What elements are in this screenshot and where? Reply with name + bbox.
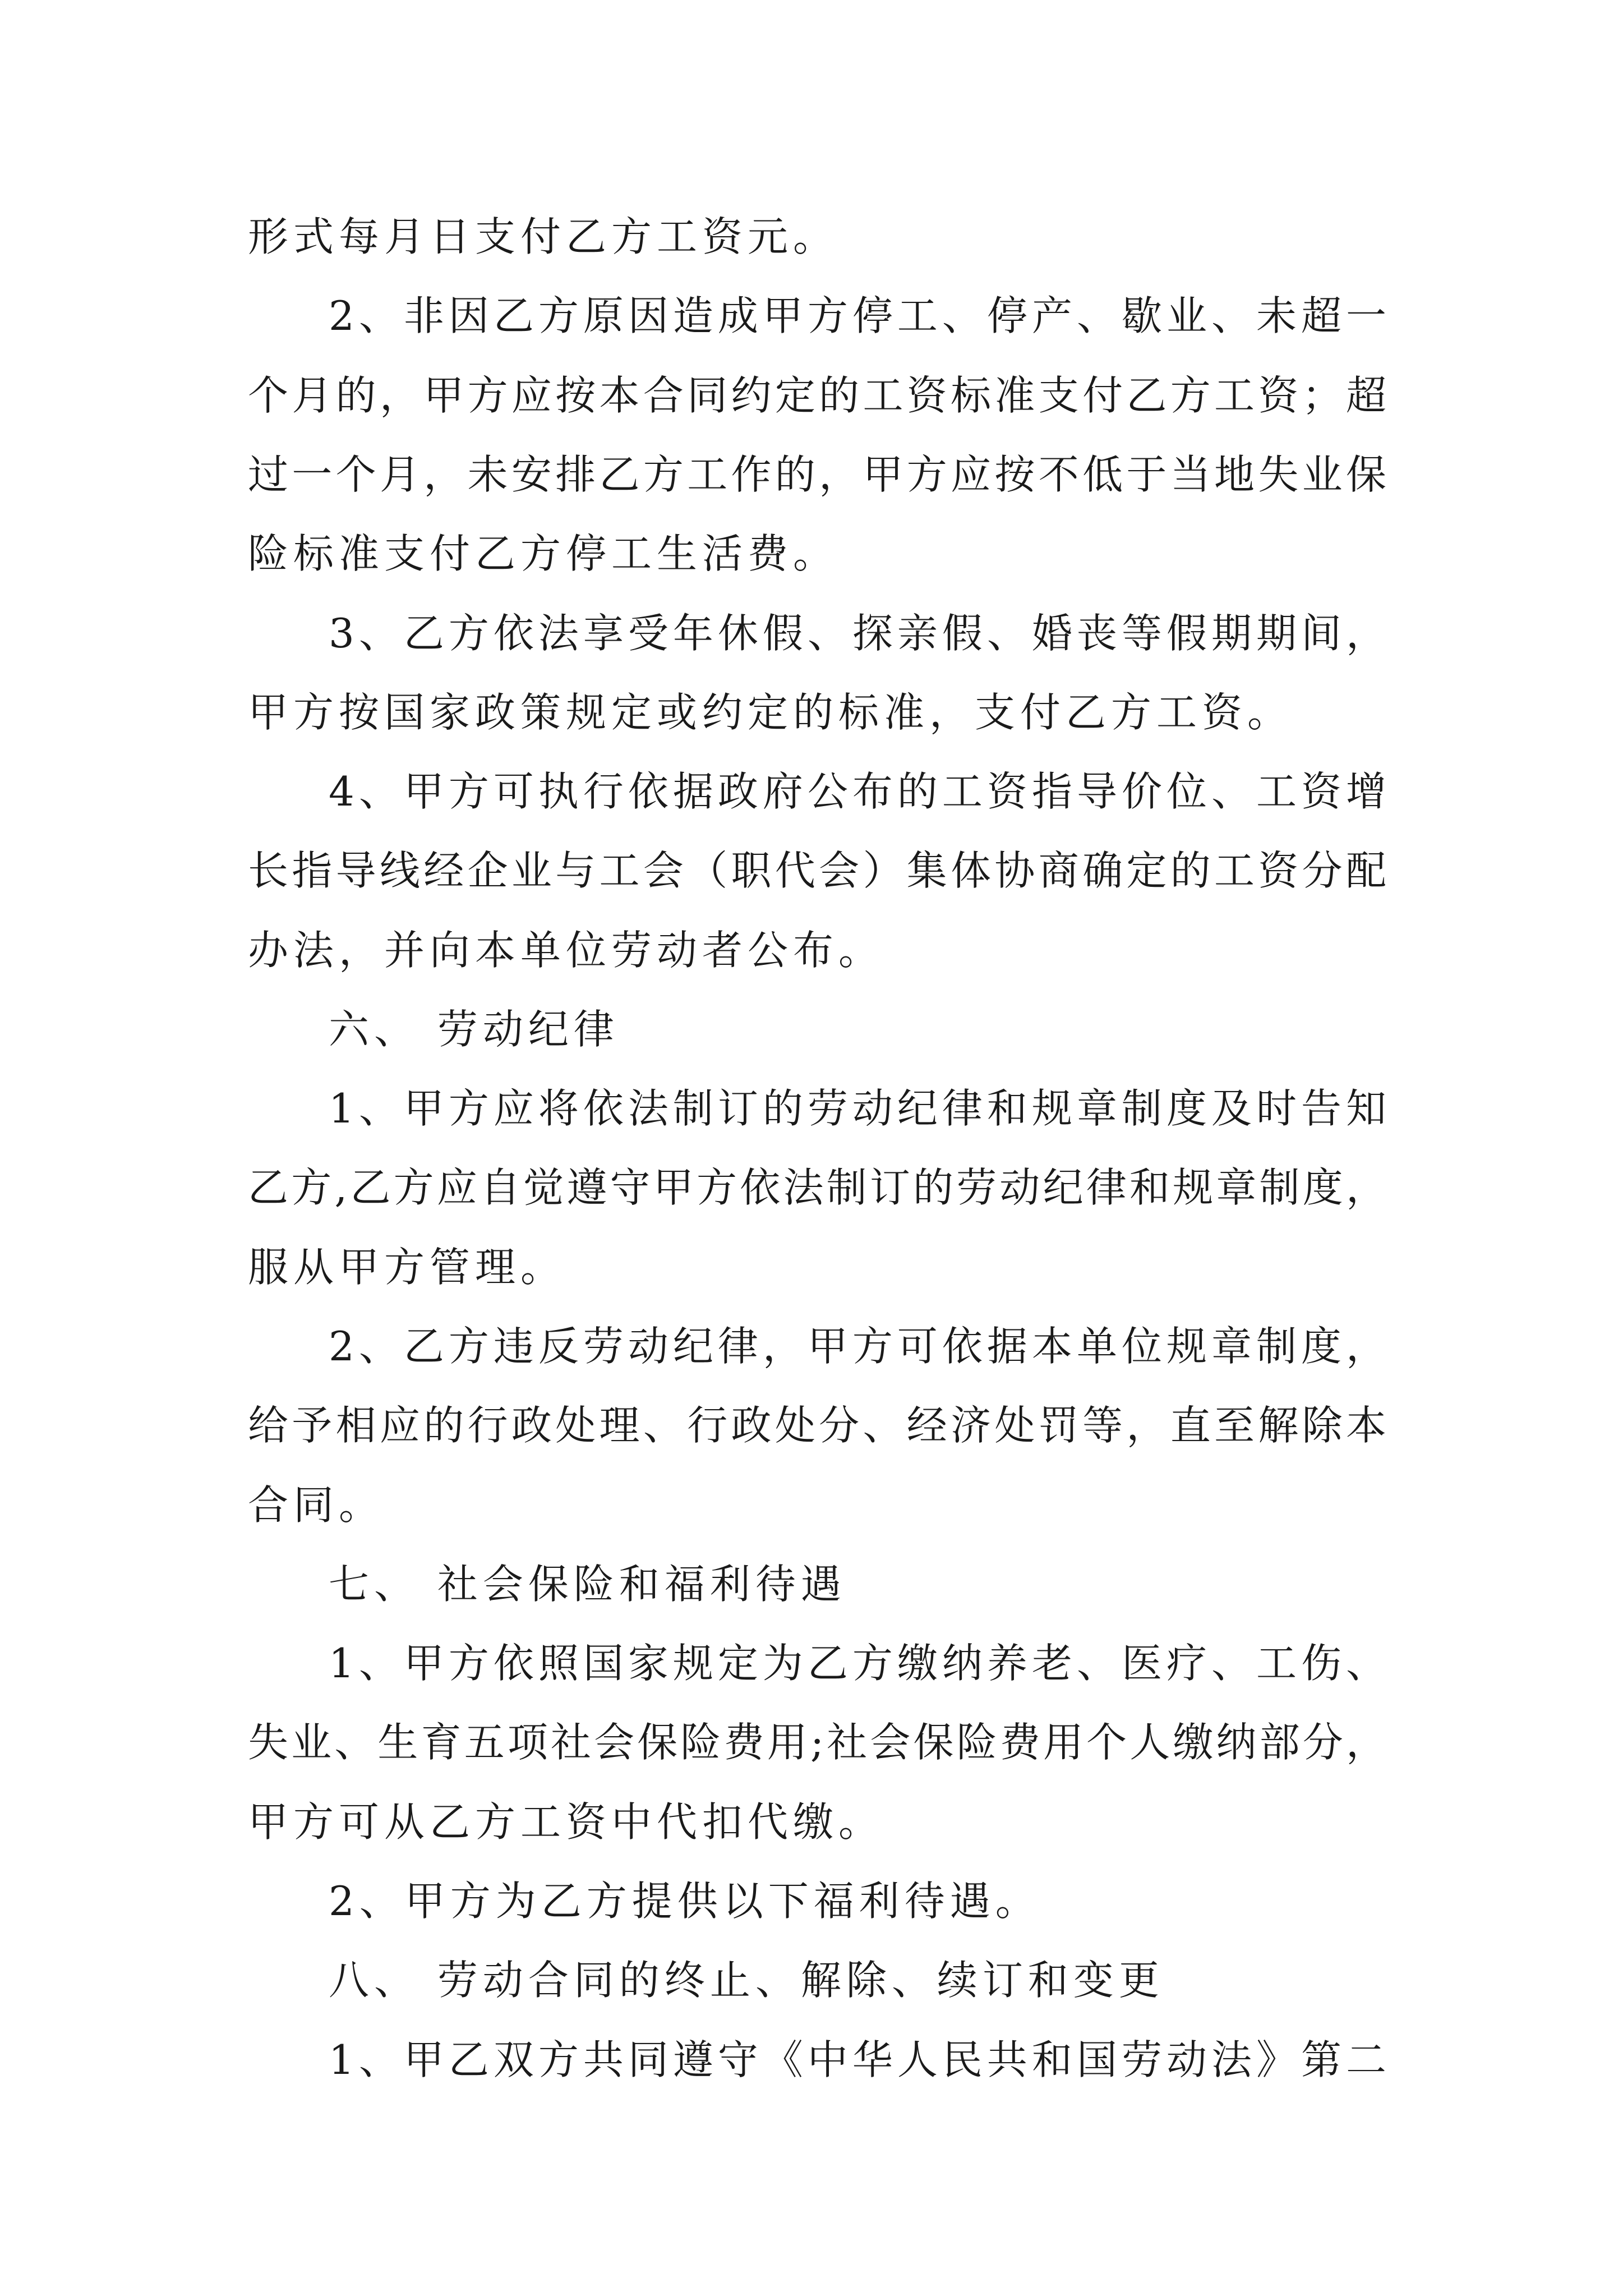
text-line: 个月的，甲方应按本合同约定的工资标准支付乙方工资；超 <box>248 372 1386 419</box>
text-line: 过一个月，未安排乙方工作的，甲方应按不低于当地失业保 <box>248 451 1386 498</box>
text-line: 3、乙方依法享受年休假、探亲假、婚丧等假期期间， <box>329 610 1386 657</box>
text-line: 2、乙方违反劳动纪律，甲方可依据本单位规章制度， <box>329 1323 1386 1370</box>
text-line: 1、甲乙双方共同遵守《中华人民共和国劳动法》第二 <box>329 2036 1386 2083</box>
text-line: 甲方按国家政策规定或约定的标准，支付乙方工资。 <box>248 689 1293 736</box>
section-heading: 六、 劳动纪律 <box>329 1006 619 1053</box>
text-line: 1、甲方应将依法制订的劳动纪律和规章制度及时告知 <box>329 1085 1386 1132</box>
text-line: 甲方可从乙方工资中代扣代缴。 <box>248 1798 884 1846</box>
section-heading: 八、 劳动合同的终止、解除、续订和变更 <box>329 1957 1164 2004</box>
text-line: 形式每月日支付乙方工资元。 <box>248 213 839 260</box>
text-line: 服从甲方管理。 <box>248 1244 566 1291</box>
text-line: 办法，并向本单位劳动者公布。 <box>248 927 884 974</box>
text-line: 4、甲方可执行依据政府公布的工资指导价位、工资增 <box>329 768 1386 815</box>
text-line: 2、非因乙方原因造成甲方停工、停产、歇业、未超一 <box>329 292 1386 339</box>
text-line: 乙方,乙方应自觉遵守甲方依法制订的劳动纪律和规章制度， <box>248 1164 1386 1211</box>
text-line: 给予相应的行政处理、行政处分、经济处罚等，直至解除本 <box>248 1402 1386 1449</box>
text-line: 失业、生育五项社会保险费用;社会保险费用个人缴纳部分， <box>248 1719 1386 1766</box>
text-line: 险标准支付乙方停工生活费。 <box>248 530 839 577</box>
text-line: 2、甲方为乙方提供以下福利待遇。 <box>329 1878 1041 1925</box>
text-line: 合同。 <box>248 1481 385 1529</box>
section-heading: 七、 社会保险和福利待遇 <box>329 1561 846 1608</box>
text-line: 长指导线经企业与工会（职代会）集体协商确定的工资分配 <box>248 847 1386 894</box>
text-line: 1、甲方依照国家规定为乙方缴纳养老、医疗、工伤、 <box>329 1640 1386 1687</box>
